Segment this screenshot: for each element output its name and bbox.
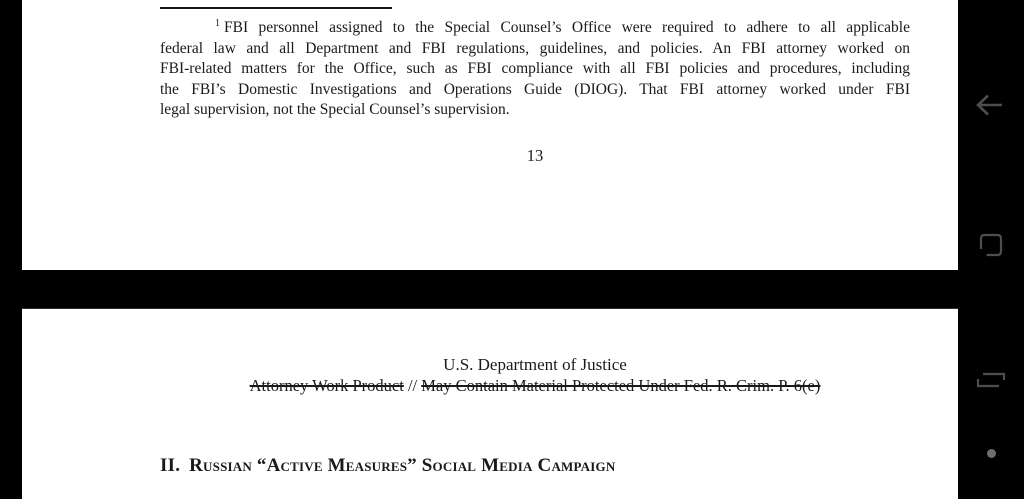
page-number: 13 [526,145,544,165]
classification-segment-1: Attorney Work Product [249,376,404,395]
section-heading [160,454,910,477]
footnote-marker: 1 [215,17,220,29]
footnote-line: the FBI’s Domestic Investigations and Operations Guide (DIOG). That FBI attorney worked under FBI [160,80,910,98]
footnote-line: federal law and all Department and FBI regulations, guidelines, and policies. An FBI attorney worked on [160,39,910,57]
android-nav-bar [958,0,1024,498]
section-title: Russian “Active Measures” Social Media Campaign [189,455,616,476]
pdf-page-14[interactable] [22,308,958,499]
recent-apps-icon [975,370,1007,392]
nav-hide-dot[interactable] [987,449,996,458]
pdf-page-13[interactable] [22,0,958,270]
footnote-text: FBI personnel assigned to the Special Counsel’s Office were required to adhere to all applicable [224,19,910,36]
classification-line [160,376,910,396]
footnote-separator [160,7,392,9]
home-square-icon [978,232,1004,258]
classification-segment-2: May Contain Material Protected Under Fed. R. Crim. P. 6(e) [421,376,821,395]
section-number: II. [160,455,181,476]
footnote-line: legal supervision, not the Special Counsel’s supervision. [160,101,510,118]
footnote-line: FBI-related matters for the Office, such as FBI compliance with all FBI policies and procedures, including [160,60,910,77]
classification-separator: // [403,376,422,395]
footnote [160,18,910,121]
footnote-line [160,18,910,39]
recents-button[interactable] [975,370,1007,392]
back-button[interactable] [971,87,1007,123]
doj-header: U.S. Department of Justice [443,355,627,374]
home-button[interactable] [978,232,1004,258]
back-arrow-icon [971,87,1007,123]
